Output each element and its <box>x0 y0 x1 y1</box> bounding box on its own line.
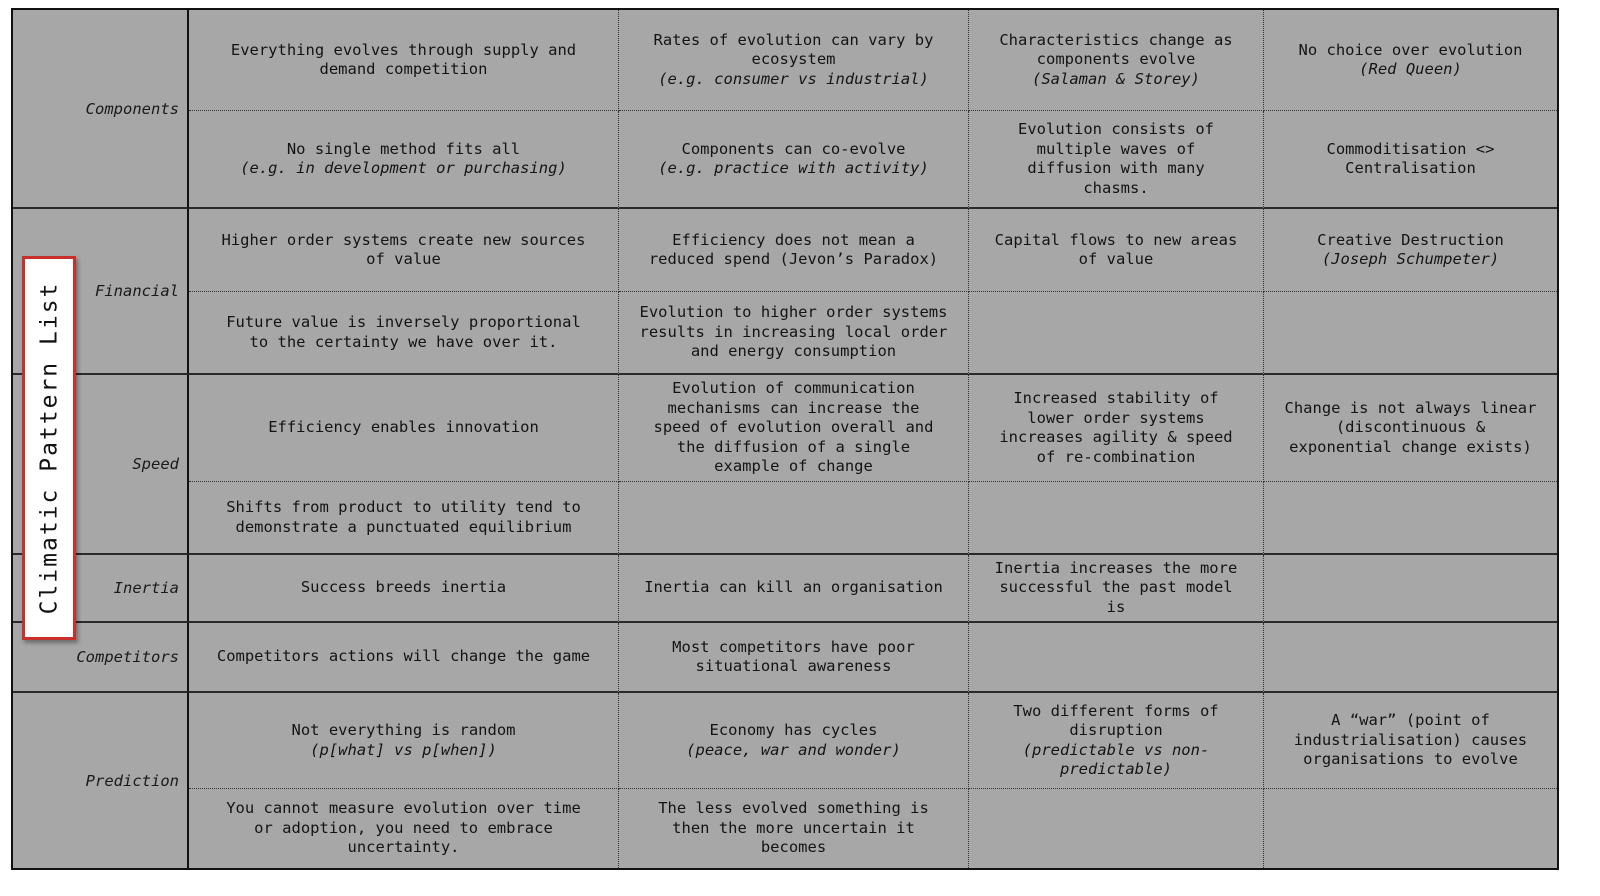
pattern-text: Higher order systems create new sources of value <box>221 230 586 268</box>
pattern-cell <box>619 10 969 111</box>
pattern-cell <box>619 209 969 292</box>
pattern-cell <box>619 111 969 209</box>
category-label-speed: Speed <box>13 375 189 555</box>
pattern-cell <box>1264 10 1557 111</box>
pattern-cell <box>1264 482 1557 555</box>
pattern-text: Capital flows to new areas of value <box>994 230 1238 268</box>
category-label-inertia: Inertia <box>13 555 189 623</box>
pattern-cell <box>189 555 619 623</box>
pattern-cell <box>969 111 1264 209</box>
pattern-cell <box>969 555 1264 623</box>
pattern-text: Most competitors have poor situational awareness <box>672 637 915 675</box>
pattern-text: No choice over evolution <box>1298 40 1523 59</box>
pattern-cell <box>189 111 619 209</box>
pattern-text: Efficiency does not mean a reduced spend (Jevon’s Paradox) <box>648 230 939 268</box>
pattern-cell <box>969 209 1264 292</box>
pattern-text: Increased stability of lower order systems increases agility & speed of re-combination <box>999 389 1233 466</box>
pattern-text: Components can co-evolve <box>681 139 906 158</box>
pattern-cell <box>189 10 619 111</box>
pattern-cell <box>1264 209 1557 292</box>
title-text: Climatic Pattern List <box>36 281 63 615</box>
category-label-competitors: Competitors <box>13 623 189 693</box>
pattern-text: Future value is inversely proportional to the certainty we have over it. <box>226 313 581 351</box>
pattern-reference: (Joseph Schumpeter) <box>1321 250 1500 268</box>
pattern-reference: (e.g. consumer vs industrial) <box>658 69 929 88</box>
pattern-text: Inertia increases the more successful the past model is <box>994 558 1238 616</box>
pattern-text: Evolution to higher order systems results in increasing local order and energy consumption <box>639 303 948 361</box>
pattern-cell <box>619 623 969 693</box>
pattern-reference: (e.g. practice with activity) <box>658 159 929 177</box>
pattern-cell <box>969 789 1264 868</box>
pattern-reference: (Red Queen) <box>1359 60 1462 78</box>
pattern-reference: (Salaman & Storey) <box>1032 69 1200 88</box>
pattern-cell <box>619 482 969 555</box>
pattern-text: Economy has cycles <box>709 721 878 739</box>
pattern-cell <box>619 375 969 482</box>
pattern-text: Inertia can kill an organisation <box>644 578 943 597</box>
pattern-cell <box>619 555 969 623</box>
pattern-text: Rates of evolution can vary by ecosystem <box>653 30 934 69</box>
pattern-text: Competitors actions will change the game <box>216 647 591 666</box>
pattern-cell <box>189 693 619 789</box>
pattern-text: Characteristics change as components evolve <box>999 30 1233 69</box>
pattern-cell <box>619 789 969 868</box>
pattern-text: Efficiency enables innovation <box>268 418 539 437</box>
pattern-cell <box>189 789 619 868</box>
pattern-text: Everything evolves through supply and demand competition <box>230 40 577 78</box>
pattern-cell <box>189 375 619 482</box>
pattern-cell <box>189 623 619 693</box>
pattern-reference: (e.g. in development or purchasing) <box>240 159 567 177</box>
category-label-prediction: Prediction <box>13 693 189 868</box>
category-label-components: Components <box>13 10 189 209</box>
pattern-cell <box>189 482 619 555</box>
pattern-cell <box>969 623 1264 693</box>
pattern-text: No single method fits all <box>286 139 521 158</box>
pattern-cell <box>969 10 1264 111</box>
pattern-text: You cannot measure evolution over time or adoption, you need to embrace uncertainty. <box>226 799 581 857</box>
category-label-financial: Financial <box>13 209 189 375</box>
pattern-text: A “war” (point of industrialisation) causes organisations to evolve <box>1293 711 1528 769</box>
pattern-text: Commoditisation <> Centralisation <box>1326 139 1495 177</box>
pattern-cell <box>1264 292 1557 375</box>
pattern-cell <box>969 693 1264 789</box>
pattern-text: Change is not always linear (discontinuous & exponential change exists) <box>1284 398 1537 456</box>
pattern-reference: (p[what] vs p[when]) <box>310 740 497 759</box>
pattern-cell <box>969 482 1264 555</box>
pattern-cell <box>1264 111 1557 209</box>
pattern-text: Evolution of communication mechanisms can increase the speed of evolution overall and the diffusion of a single example of change <box>653 379 934 476</box>
pattern-cell <box>1264 375 1557 482</box>
pattern-text: Shifts from product to utility tend to demonstrate a punctuated equilibrium <box>226 498 581 536</box>
pattern-cell <box>1264 623 1557 693</box>
pattern-text: Creative Destruction <box>1317 230 1504 249</box>
title-badge <box>22 256 76 640</box>
pattern-text: Two different forms of disruption <box>1013 701 1219 739</box>
pattern-cell <box>1264 693 1557 789</box>
pattern-reference: (predictable vs non- predictable) <box>1022 740 1210 778</box>
pattern-cell <box>619 693 969 789</box>
pattern-cell <box>189 292 619 375</box>
pattern-cell <box>1264 555 1557 623</box>
pattern-cell <box>969 292 1264 375</box>
pattern-table <box>11 8 1559 870</box>
pattern-text: Evolution consists of multiple waves of diffusion with many chasms. <box>1018 120 1214 197</box>
pattern-text: Not everything is random <box>291 721 516 739</box>
pattern-text: Success breeds inertia <box>300 578 507 597</box>
pattern-cell <box>1264 789 1557 868</box>
pattern-cell <box>189 209 619 292</box>
pattern-cell <box>969 375 1264 482</box>
pattern-reference: (peace, war and wonder) <box>686 740 901 759</box>
pattern-cell <box>619 292 969 375</box>
pattern-text: The less evolved something is then the more uncertain it becomes <box>658 799 929 857</box>
